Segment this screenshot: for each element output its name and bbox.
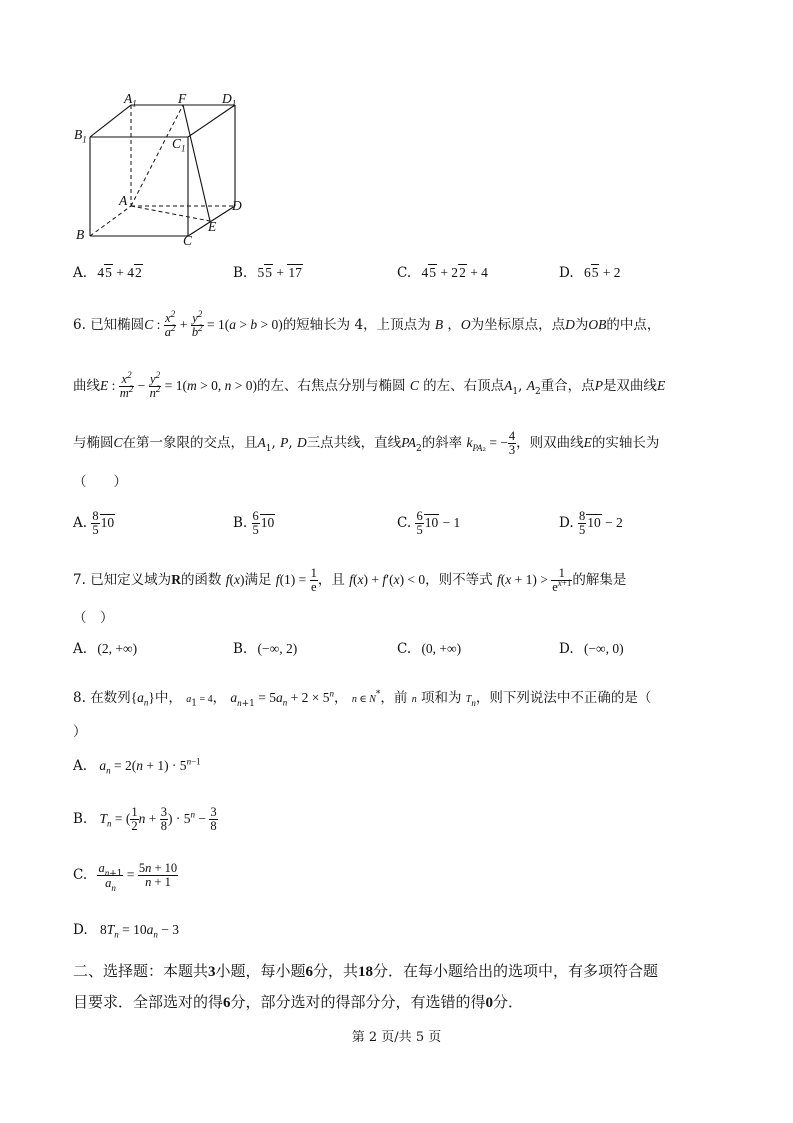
q7-option-d[interactable]: D. (−∞, 0) xyxy=(559,641,624,657)
page-footer: 第 2 页/共 5 页 xyxy=(351,1030,442,1045)
q8-line-1: 8. 在数列$\{a_n\}$中， $a_1 = 4$， $a_{n+1} = 5a_n + 2 \times 5^n$， n ∈ N*，前 n 项和为 $T_n$，则下列说法中不正确的是（ xyxy=(73,688,652,709)
q8-option-a[interactable]: A. $a_n = 2(n + 1) \cdot 5^{n-1}$ xyxy=(73,756,201,776)
section-2-heading: 二、选择题：本题共3小题，每小题6分，共18分．在每小题给出的选项中，有多项符合题 xyxy=(73,962,659,980)
q6-line-1: 6. 已知椭圆C : $\frac{x^2}{a^2}$ + $\frac{y^2}{b^2}$ = 1(a > b > 0)的短轴长为 4，上顶点为 B ，O为坐标原点，点D为OB的中点， xyxy=(73,308,661,340)
q7-option-a[interactable]: A. (2, +∞) xyxy=(73,641,138,657)
question-number: 6. xyxy=(73,317,86,334)
q7-option-b[interactable]: B. (−∞, 2) xyxy=(233,641,298,657)
q6-line-2: 曲线E : $\frac{x^2}{m^2}$ − $\frac{y^2}{n^2}$ = 1(m > 0, n > 0)的左、右焦点分别与椭圆 C 的左、右顶点$A_1$, $A_2$重合，点P是双曲线E xyxy=(73,369,666,401)
q8-close-paren: ） xyxy=(73,724,87,740)
label-E: E xyxy=(208,219,217,234)
q8-option-b[interactable]: B. $T_n$ = ( $\frac{1}{2}$ n + $\frac{3}{8}$ ) · $5^n$ − $\frac{3}{8}$ xyxy=(73,805,217,834)
q6-option-b[interactable]: B. $\frac{6}{5}$ 10 xyxy=(233,509,275,538)
q5-option-a[interactable]: A. 45 + 42 xyxy=(73,265,142,281)
label-A: A xyxy=(119,193,128,208)
q6-options xyxy=(0,510,793,546)
q5-option-d[interactable]: D. 65 + 2 xyxy=(559,265,621,281)
q6-line-3: 与椭圆C在第一象限的交点，且$A_1$, P, D三点共线，直线$PA_2$的斜率 $k_{PA_2}$ = − $\frac{4}{3}$ ，则双曲线E的实轴长为 xyxy=(73,429,660,458)
q6-answer-paren: （ ） xyxy=(73,474,127,490)
q7-line-1: 7. 已知定义域为R的函数 f(x)满足 f(1) = $\frac{1}{e}$ ，且 f(x) + f′(x) < 0，则不等式 f(x + 1) > $\frac{1}{e^{x+1}}$ 的解集是 xyxy=(73,566,627,595)
q5-option-c[interactable]: C. 45 + 22 + 4 xyxy=(397,265,488,281)
section-2-heading-line-2: 目要求．全部选对的得6分，部分选对的得部分分，有选错的得0分． xyxy=(73,993,524,1011)
question-number: 7. xyxy=(73,572,86,589)
label-D1: $D_1$ xyxy=(222,91,237,109)
q6-option-c[interactable]: C. $\frac{6}{5}$ 10 − 1 xyxy=(397,509,461,538)
q6-option-d[interactable]: D. $\frac{8}{5}$ 10 − 2 xyxy=(559,509,623,538)
q7-option-c[interactable]: C. (0, +∞) xyxy=(397,641,462,657)
q5-option-b[interactable]: B. 55 + 17 xyxy=(233,265,302,281)
label-B: B xyxy=(76,227,85,242)
label-A1: $A_1$ xyxy=(124,91,137,109)
q8-option-d[interactable]: D. $8T_n = 10a_n - 3$ xyxy=(73,922,179,940)
label-C1: $C_1$ xyxy=(172,136,186,154)
q8-option-c[interactable]: C. $\frac{a_{n+1}}{a_n}$ = $\frac{5n + 10}{n + 1}$ xyxy=(73,861,178,893)
q5-options xyxy=(0,265,793,291)
label-C: C xyxy=(183,233,193,248)
q7-answer-paren: （ ） xyxy=(73,610,114,626)
label-D: D xyxy=(232,198,242,213)
question-number: 8. xyxy=(73,690,86,706)
cube-figure xyxy=(70,88,260,258)
label-B1: $B_1$ xyxy=(74,127,87,145)
q6-option-a[interactable]: A. $\frac{8}{5}$ 10 xyxy=(73,509,115,538)
q7-options xyxy=(0,641,793,667)
label-F: F xyxy=(178,91,187,106)
